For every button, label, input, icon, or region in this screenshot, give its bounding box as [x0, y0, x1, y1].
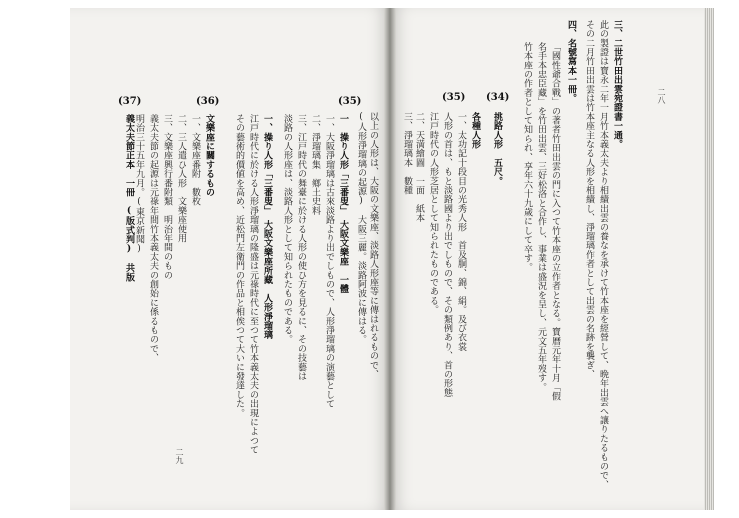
middle-line-10: 二、淨瑠璃集 鄉土史料 — [310, 114, 320, 216]
middle-line-9: 一、大阪淨瑠璃は古來淡路より出でしもので、人形淨瑠璃の演藝として — [324, 114, 334, 409]
middle-line-1: 一、太功記十段目の光秀人形 首及胴、錦、絹。及び衣裳 — [456, 112, 466, 352]
middle-line-4: 二、天満繪圖 一面 紙本 — [414, 112, 424, 223]
item-34-heading: 挑路人形 五尺。 — [492, 112, 502, 186]
left-line-5: 一、文樂座番附 數枚 — [190, 114, 200, 206]
left-line-3: その藝術的價値を高め、近松門左衛門の作品と相俟つて大いに發達した。 — [234, 114, 244, 418]
left-line-6: 二、三人遣ひ人形 文樂座使用 — [176, 114, 186, 243]
page-edges — [704, 8, 714, 510]
left-line-7: 三、文樂座興行番附類 明治年間のもの — [162, 114, 172, 280]
middle-line-5: 三、淨瑠璃本 數種 — [402, 112, 412, 195]
middle-line-7: (人形淨瑠璃の起源) 大阪三麗。淡路阿波に傳はる。 — [356, 112, 366, 344]
left-line-2: 江戸時代に於ける人形淨瑠璃の隆盛は元祿時代に至つて竹本義太夫の出現によつて — [248, 114, 258, 455]
middle-line-2: 人形の首は、もと淡路國より出でしもので、その類例あり、首の形態 — [442, 112, 452, 398]
right-line-7: 竹本座の作者として知られ、享年六十九歲にして卒す。 — [522, 42, 532, 272]
right-folio: 二八 — [657, 88, 666, 104]
left-line-4: 文樂座に關するもの — [204, 114, 214, 197]
item-number-37: (37) — [118, 96, 142, 107]
middle-line-8: 一 操り人形「三番叟」 大阪文樂座 一體 — [338, 114, 348, 294]
right-line-2: 此の製證は寶永二年一月竹本義太夫より相續出雲の養なを承けて竹本座を經營して、晩年出雲へ讓りたるもので、 — [598, 20, 608, 490]
left-line-10: 義太夫節正本 一冊 (版式判) 共版 — [124, 114, 134, 282]
book-gutter — [384, 8, 396, 510]
item-number-34: (34) — [486, 92, 510, 103]
left-line-1: 一、操り人形「三番叟」 大阪文樂座所藏 人形淨瑠璃 — [262, 114, 272, 340]
left-line-9: 明治三十五年九月。(東京新聞) — [134, 114, 144, 254]
middle-line-11: 三、江戸時代の舞臺に於ける人形の使ひ方を見るに、その技藝は — [296, 114, 306, 381]
middle-line-3: 江戸時代の人形芝居として知られたものである。 — [428, 112, 438, 315]
right-line-6: 名手本忠臣藏」を竹田出雲、三好松洛と合作し、事業は盛況を呈し、元文五年歿す。 — [536, 42, 546, 392]
left-folio: 二九 — [175, 448, 184, 464]
right-line-5: 「國性爺合戰」の著者竹田出雲の門に入つて竹本座の立作者となる。寶曆元年十月「假 — [550, 42, 560, 401]
right-line-3: その二月竹田出雲は竹本座主なる人形を相續し、淨瑠璃作者として出雲の名跡を襲ぎ、 — [584, 20, 594, 379]
item-number-35b: (35) — [338, 96, 362, 107]
item-number-35: (35) — [442, 92, 466, 103]
left-line-8: 義太夫節の起源は元祿年間竹本義太夫の創始に係るもので、 — [148, 114, 158, 363]
item-35-heading: 各種人形 — [470, 112, 480, 149]
middle-line-6: 以上の人形は、大阪の文樂座、淡路人形座等に傳はれるもので、 — [368, 112, 378, 379]
right-line-4: 四、名號寫本一冊。 — [566, 20, 576, 103]
middle-line-12: 淡路の人形座は、淡路人形として知られたものである。 — [282, 114, 292, 344]
right-line-1: 三、二世竹田出雲宛證書一通。 — [612, 20, 622, 149]
book-spread — [70, 8, 714, 510]
item-number-36: (36) — [196, 96, 220, 107]
